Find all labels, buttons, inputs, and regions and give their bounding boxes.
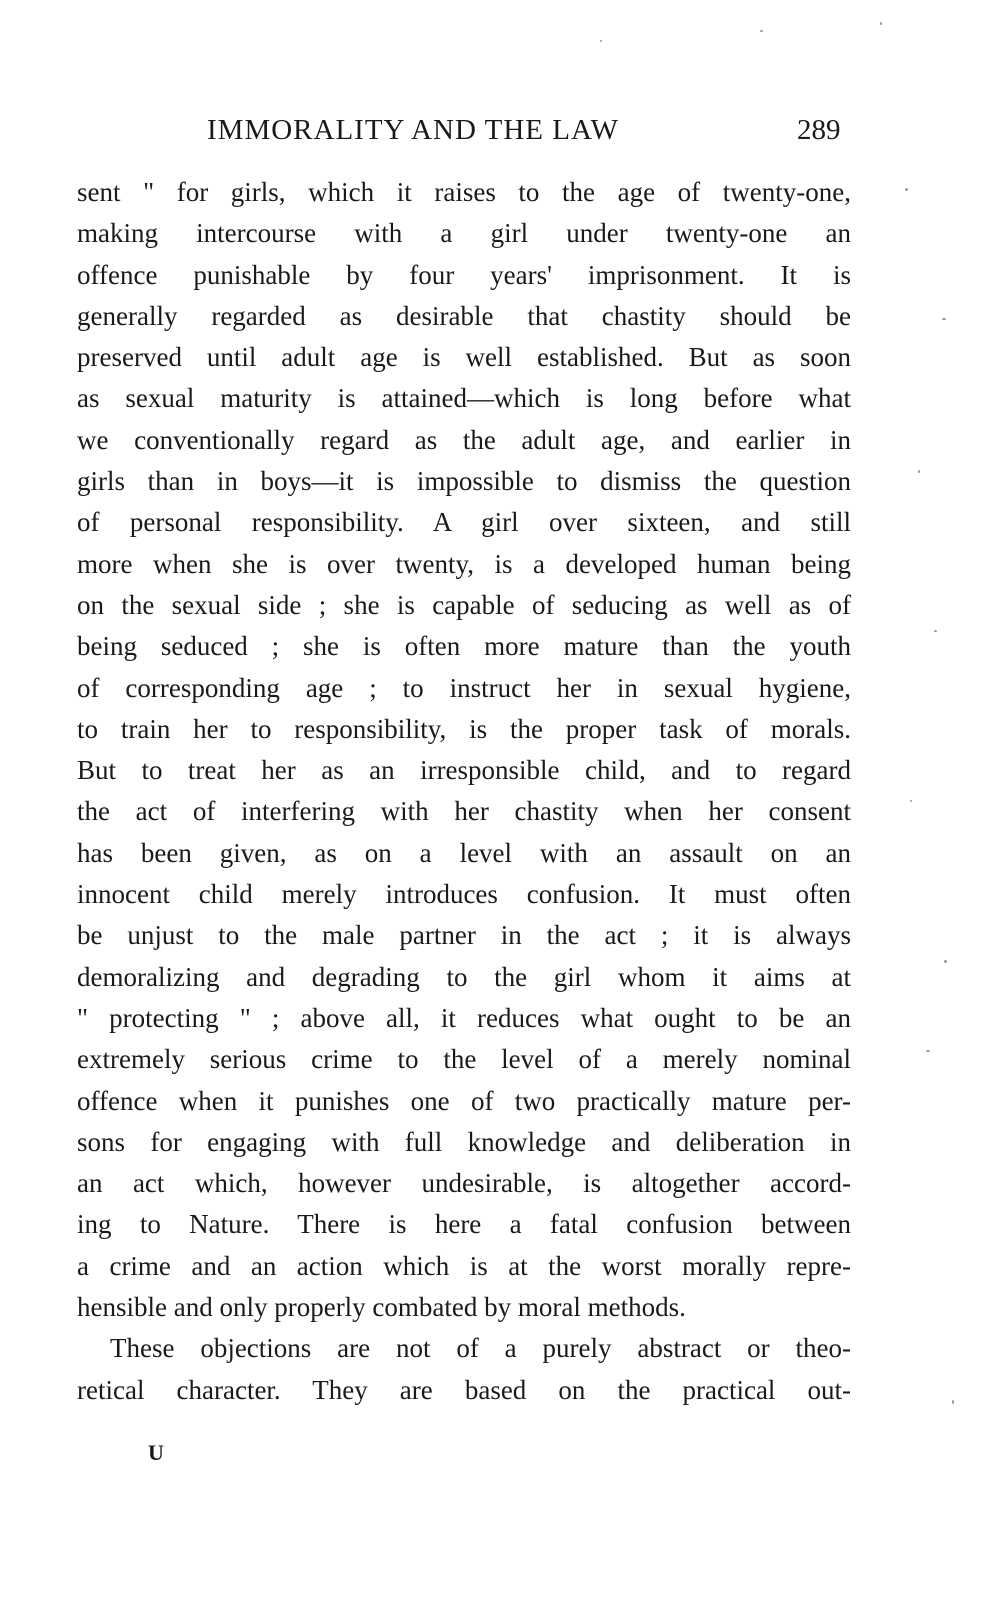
text-line: more when she is over twenty, is a developed human being — [77, 548, 851, 579]
text-line: the act of interfering with her chastity when her consent — [77, 796, 851, 827]
signature-mark: U — [148, 1440, 164, 1465]
scan-speck — [918, 470, 920, 473]
scan-speck — [934, 630, 937, 632]
text-line: preserved until adult age is well established. But as soon — [77, 342, 851, 373]
text-line: " protecting " ; above all, it reduces what ought to be an — [77, 1002, 851, 1033]
text-line: we conventionally regard as the adult age, and earlier in — [77, 424, 851, 455]
text-line: as sexual maturity is attained—which is long before what — [77, 383, 851, 414]
scan-speck — [952, 1400, 954, 1404]
text-line: to train her to responsibility, is the proper task of morals. — [77, 713, 851, 744]
text-line: being seduced ; she is often more mature than the youth — [77, 631, 851, 662]
scan-speck — [942, 318, 946, 320]
page-number: 289 — [797, 114, 841, 146]
scan-speck — [910, 800, 912, 802]
text-line: girls than in boys—it is impossible to dismiss the question — [77, 466, 851, 497]
text-line: sent " for girls, which it raises to the age of twenty-one, — [77, 177, 851, 207]
text-line: But to treat her as an irresponsible child, and to regard — [77, 755, 851, 786]
paragraph-2 — [77, 1328, 851, 1411]
text-line: an act which, however undesirable, is altogether accord- — [77, 1168, 851, 1199]
text-line: offence punishable by four years' imprisonment. It is — [77, 259, 851, 290]
text-line: retical character. They are based on the practical out- — [77, 1374, 851, 1405]
text-line: ing to Nature. There is here a fatal confusion between — [77, 1209, 851, 1240]
text-line: generally regarded as desirable that chastity should be — [77, 300, 851, 331]
text-line: has been given, as on a level with an assault on an — [77, 837, 851, 868]
text-line: be unjust to the male partner in the act ; it is always — [77, 920, 851, 951]
scan-speck — [944, 960, 947, 963]
text-line: These objections are not of a purely abstract or theo- — [110, 1333, 851, 1364]
scan-speck — [880, 22, 882, 25]
body-text — [77, 172, 851, 1411]
text-line: of personal responsibility. A girl over sixteen, and still — [77, 507, 851, 538]
text-line: of corresponding age ; to instruct her in sexual hygiene, — [77, 672, 851, 703]
scan-speck — [905, 188, 908, 191]
text-line: hensible and only properly combated by moral methods. — [77, 1292, 686, 1323]
text-line: making intercourse with a girl under twenty-one an — [77, 218, 851, 249]
scan-speck — [600, 40, 602, 42]
text-line: sons for engaging with full knowledge and deliberation in — [77, 1126, 851, 1157]
scan-speck — [926, 1050, 930, 1052]
text-line: a crime and an action which is at the worst morally repre- — [77, 1250, 851, 1281]
text-line: demoralizing and degrading to the girl whom it aims at — [77, 961, 851, 992]
text-line: innocent child merely introduces confusion. It must often — [77, 879, 851, 910]
text-line: extremely serious crime to the level of a merely nominal — [77, 1044, 851, 1075]
text-line: on the sexual side ; she is capable of seducing as well as of — [77, 589, 851, 620]
text-line: offence when it punishes one of two practically mature per- — [77, 1085, 851, 1116]
scan-speck — [760, 30, 763, 32]
running-title: IMMORALITY AND THE LAW — [207, 114, 619, 146]
paragraph-1 — [77, 172, 851, 1328]
